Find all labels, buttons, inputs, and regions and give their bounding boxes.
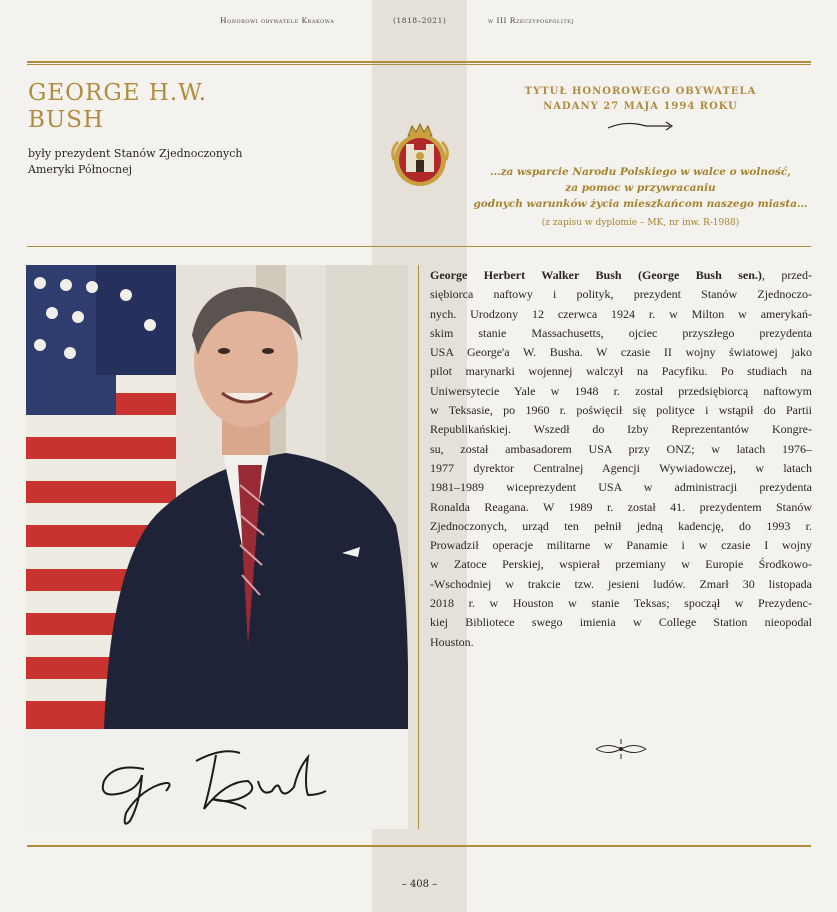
honor-line2: NADANY 27 MAJA 1994 ROKU — [543, 101, 738, 112]
column-divider — [418, 265, 419, 829]
bio-line: 1977 dyrektor Centralnej Agencji Wywiadowczej, w latach — [430, 460, 812, 475]
bio-line: Uniwersytecie Yale w 1948 r. został przedsiębiorcą naftowym — [430, 383, 812, 398]
bottom-rule — [27, 845, 811, 847]
person-name-line2: BUSH — [28, 107, 105, 133]
diploma-note: (z zapisu w dyplomie – MK, nr inw. R-1988) — [541, 218, 740, 228]
subtitle-line1: były prezydent Stanów Zjednoczonych — [28, 147, 243, 160]
bio-line-tail: , przed- — [761, 268, 812, 282]
quote-line: …za wsparcie Narodu Polskiego w walce o wolność, — [490, 166, 791, 178]
top-rule — [27, 61, 811, 63]
portrait-image — [26, 265, 408, 729]
arrow-ornament-icon — [606, 118, 676, 134]
bio-line: pilot marynarki wojennej walczył na Pacyfiku. Po studiach na — [430, 364, 812, 379]
bio-line: Houston. — [430, 634, 474, 649]
person-subtitle — [28, 146, 348, 178]
bio-line — [430, 266, 812, 285]
bio-line: 1981–1989 wiceprezydent USA w administracji prezydenta — [430, 480, 812, 495]
fleuron-ornament-icon — [594, 738, 648, 760]
bio-lead-name: George Herbert Walker Bush (George Bush sen.) — [430, 268, 762, 282]
bio-line: Ronalda Reagana. W 1989 r. został 41. prezydentem Stanów — [430, 499, 812, 514]
quote-line: za pomoc w przywracaniu — [565, 182, 716, 194]
subtitle-line2: Ameryki Północnej — [28, 163, 133, 176]
bio-line: su, został ambasadorem USA przy ONZ; w latach 1976– — [430, 441, 812, 456]
running-header — [0, 16, 837, 32]
person-name — [28, 80, 328, 134]
running-header-right: w III Rzeczypospolitej — [488, 16, 574, 25]
running-header-left: Honorowi obywatele Krakowa — [220, 16, 335, 25]
signature-image — [26, 729, 408, 829]
bio-line: w Zatoce Perskiej, wspierał przemiany w Europie Środkowo- — [430, 557, 812, 572]
bio-line: siębiorca naftowy i polityk, prezydent Stanów Zjednoczo- — [430, 287, 812, 302]
top-rule-thin — [27, 64, 811, 65]
section-rule — [27, 246, 811, 247]
bio-line: Republikańskiej. Wszedł do Izby Reprezentantów Kongre- — [430, 422, 812, 437]
diploma-quote — [468, 164, 813, 212]
bio-line: kiej Bibliotece swego imienia w College Station nieopodal — [430, 615, 812, 630]
bio-line: skim stanie Massachusetts, ojciec przyszłego prezydenta — [430, 325, 812, 340]
running-header-center: (1818–2021) — [393, 16, 447, 25]
bio-line: USA George'a W. Busha. W czasie II wojny światowej jako — [430, 345, 812, 360]
quote-line: godnych warunków życia mieszkańcom naszego miasta… — [473, 198, 808, 210]
bio-line: nych. Urodzony 12 czerwca 1924 r. w Milton w amerykań- — [430, 306, 812, 321]
bio-line: Zjednoczonych, urząd ten pełnił jedną kadencję, do 1993 r. — [430, 518, 812, 533]
honor-line1: TYTUŁ HONOROWEGO OBYWATELA — [524, 86, 757, 97]
krakow-coat-of-arms-icon — [388, 120, 452, 192]
bio-line: -Wschodniej w trakcie tzw. jesieni ludów. Zmarł 30 listopada — [430, 576, 812, 591]
page-number: – 408 – — [401, 879, 438, 890]
biography-text — [430, 266, 812, 652]
bio-line: Prowadził operacje militarne w Panamie i w czasie I wojny — [430, 538, 812, 553]
bio-line: w Teksasie, po 1960 r. poświęcił się polityce i wstąpił do Partii — [430, 403, 812, 418]
honor-title-block — [468, 84, 813, 134]
bio-line: 2018 r. w Houston w stanie Teksas; spoczął w Prezydenc- — [430, 596, 812, 611]
portrait-photo — [26, 265, 408, 729]
signature-area — [26, 729, 408, 829]
person-name-line1: GEORGE H.W. — [28, 80, 208, 106]
